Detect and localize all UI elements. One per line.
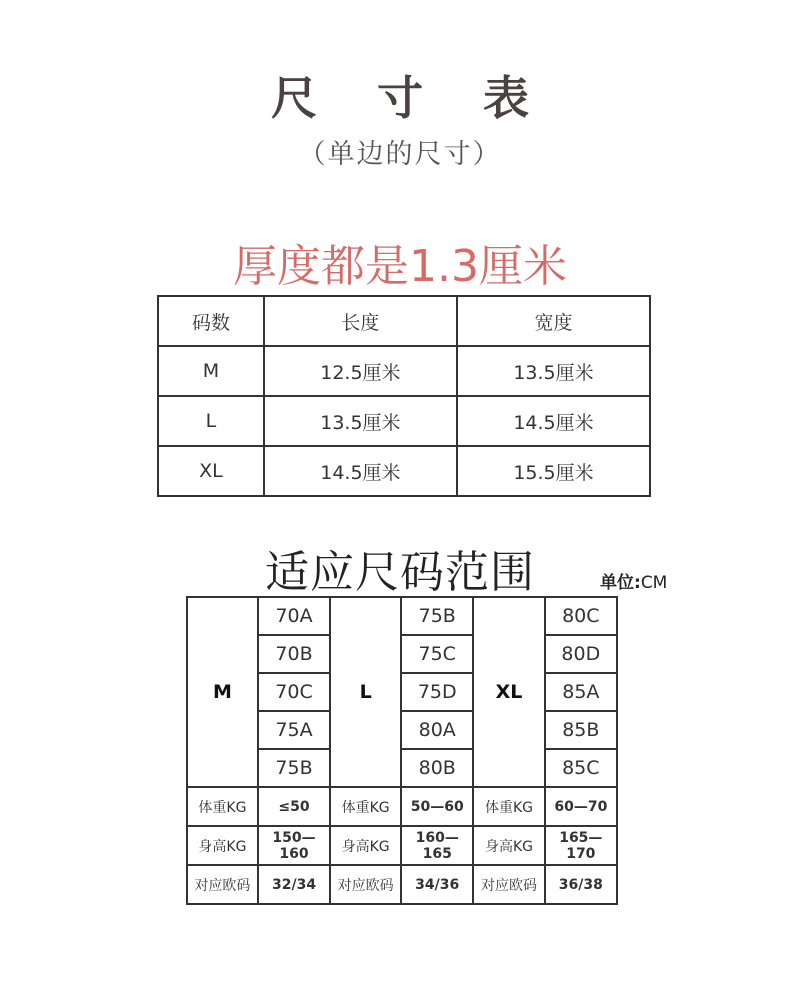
- weight-row: [187, 787, 617, 826]
- size-cell: M: [187, 597, 258, 787]
- band-cell: 70A: [258, 597, 330, 635]
- height-row: [187, 826, 617, 865]
- height-value: 165—170: [545, 826, 617, 865]
- size-cell: XL: [473, 597, 544, 787]
- band-cell: 85C: [545, 749, 617, 787]
- fit-table: [186, 596, 618, 905]
- height-value: 160—165: [401, 826, 473, 865]
- table-cell: 14.5厘米: [457, 396, 650, 446]
- band-cell: 70B: [258, 635, 330, 673]
- weight-value: 50—60: [401, 787, 473, 826]
- weight-label: 体重KG: [473, 787, 544, 826]
- table-row: [187, 597, 617, 635]
- column-header: 码数: [158, 296, 264, 346]
- unit-value: CM: [640, 573, 668, 593]
- weight-value: 60—70: [545, 787, 617, 826]
- size-cell: L: [330, 597, 401, 787]
- band-cell: 80D: [545, 635, 617, 673]
- band-cell: 70C: [258, 673, 330, 711]
- eu-size-value: 34/36: [401, 865, 473, 904]
- table-cell: XL: [158, 446, 264, 496]
- table-cell: M: [158, 346, 264, 396]
- band-cell: 75A: [258, 711, 330, 749]
- unit-label: [600, 568, 667, 593]
- table-cell: 15.5厘米: [457, 446, 650, 496]
- band-cell: 75D: [401, 673, 473, 711]
- eu-size-value: 36/38: [545, 865, 617, 904]
- band-cell: 75B: [258, 749, 330, 787]
- page-subtitle: （单边的尺寸）: [298, 139, 502, 170]
- height-value: 150—160: [258, 826, 330, 865]
- height-label: 身高KG: [187, 826, 258, 865]
- table-cell: 13.5厘米: [457, 346, 650, 396]
- table-cell: 14.5厘米: [264, 446, 457, 496]
- band-cell: 75C: [401, 635, 473, 673]
- band-cell: 85A: [545, 673, 617, 711]
- page-title: 尺 寸 表: [270, 71, 552, 125]
- fit-section-title: 适应尺码范围: [265, 547, 535, 598]
- band-cell: 80A: [401, 711, 473, 749]
- table-row: [158, 346, 650, 396]
- table-cell: L: [158, 396, 264, 446]
- eu-size-row: [187, 865, 617, 904]
- band-cell: 85B: [545, 711, 617, 749]
- table-cell: 13.5厘米: [264, 396, 457, 446]
- height-label: 身高KG: [330, 826, 401, 865]
- dimensions-table: [157, 295, 651, 497]
- weight-label: 体重KG: [187, 787, 258, 826]
- weight-label: 体重KG: [330, 787, 401, 826]
- column-header: 长度: [264, 296, 457, 346]
- band-cell: 80C: [545, 597, 617, 635]
- eu-size-label: 对应欧码: [473, 865, 544, 904]
- table-row: [158, 396, 650, 446]
- eu-size-label: 对应欧码: [187, 865, 258, 904]
- band-cell: 80B: [401, 749, 473, 787]
- table-row: [158, 446, 650, 496]
- column-header: 宽度: [457, 296, 650, 346]
- weight-value: ≤50: [258, 787, 330, 826]
- eu-size-label: 对应欧码: [330, 865, 401, 904]
- table-cell: 12.5厘米: [264, 346, 457, 396]
- band-cell: 75B: [401, 597, 473, 635]
- thickness-note: 厚度都是1.3厘米: [233, 241, 567, 292]
- unit-label-text: 单位:: [600, 573, 641, 593]
- eu-size-value: 32/34: [258, 865, 330, 904]
- height-label: 身高KG: [473, 826, 544, 865]
- table-header-row: [158, 296, 650, 346]
